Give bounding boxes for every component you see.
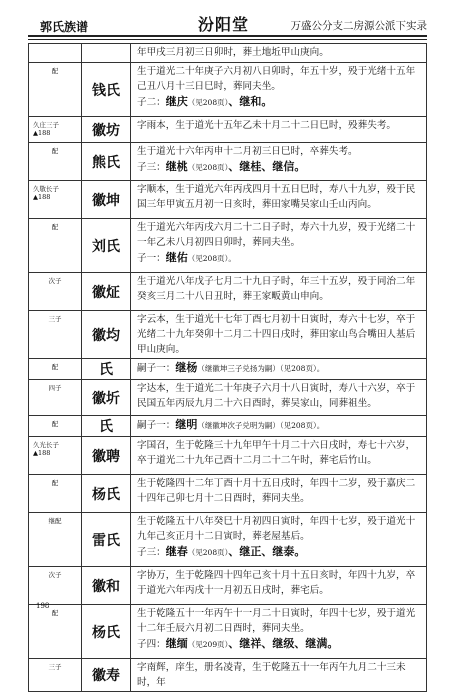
biography-cell — [131, 273, 427, 311]
relation-label: 三子 — [48, 663, 62, 671]
person-name: 徽均 — [82, 311, 131, 359]
relation-cell — [29, 219, 82, 273]
children-prefix: 子二： — [137, 97, 166, 108]
person-name: 徽炡 — [82, 273, 131, 311]
child-name: 继缅 — [165, 637, 188, 650]
book-title: 郭氏族谱 — [40, 20, 89, 34]
children-prefix: 子三： — [137, 162, 166, 173]
relation-label: 次子 — [48, 571, 62, 579]
relation-cell — [29, 659, 82, 692]
relation-cell — [29, 44, 82, 63]
other-children: 、继和。 — [228, 95, 273, 108]
relation-label: 久光长子 — [33, 441, 59, 449]
biography-cell — [131, 44, 427, 63]
relation-cell — [29, 475, 82, 513]
relation-cell — [29, 359, 82, 380]
relation-label: 次子 — [48, 277, 62, 285]
biography-cell — [131, 475, 427, 513]
page-number: 198 — [36, 602, 50, 610]
biography-text: 字顺本，生于道光六年丙戌四月十五日巳时，寿八十九岁，殁于民国三年甲寅五月初一日亥时，葬田家嘴吴家山壬山丙向。 — [137, 184, 416, 210]
other-children: 、继祥、继级、继满。 — [228, 637, 339, 650]
biography-text: 生于道光八年戊子七月二十九日子时，年三十五岁，殁于同治二年癸亥三月二十八日丑时，葬王家畈黄山申向。 — [137, 276, 416, 302]
biography-text: 生于乾隆五十八年癸巳十月初四日寅时，年四十七岁，殁于道光十九年己亥正月十二日寅时，葬老屋基后。 — [137, 516, 416, 542]
header-rule-thick — [28, 35, 427, 37]
person-name: 徽圻 — [82, 380, 131, 416]
relation-cell — [29, 181, 82, 219]
biography-cell — [131, 380, 427, 416]
children-prefix: 子四： — [137, 639, 166, 650]
child-name: 继春 — [165, 545, 188, 558]
page-reference: （见208页）。 — [187, 254, 236, 263]
person-name: 刘氏 — [82, 219, 131, 273]
relation-cell — [29, 380, 82, 416]
relation-cell — [29, 63, 82, 117]
biography-cell — [131, 513, 427, 567]
person-name: 徽聘 — [82, 437, 131, 475]
heir-label: 嗣子一： — [137, 420, 176, 431]
biography-cell — [131, 117, 427, 143]
header-rule-thin — [28, 39, 427, 40]
relation-cell — [29, 273, 82, 311]
table-row — [29, 513, 427, 567]
page-reference: ▲188 — [33, 193, 51, 201]
relation-cell — [29, 513, 82, 567]
relation-cell — [29, 567, 82, 605]
child-name: 继桃 — [165, 160, 188, 173]
table-row — [29, 416, 427, 437]
relation-label: 久庄三子 — [33, 121, 59, 129]
person-name: 氏 — [82, 416, 131, 437]
relation-label: 配 — [51, 420, 59, 428]
table-row — [29, 567, 427, 605]
children-line — [137, 636, 422, 652]
biography-text: 字雨本，生于道光十五年乙未十月二十二日巳时，殁葬失考。 — [137, 120, 397, 131]
hall-name: 汾阳堂 — [198, 15, 250, 34]
relation-label: 配 — [51, 67, 59, 75]
person-name: 杨氏 — [82, 605, 131, 659]
genealogy-table — [28, 43, 427, 692]
person-name: 杨氏 — [82, 475, 131, 513]
biography-cell — [131, 416, 427, 437]
relation-label: 配 — [51, 609, 59, 617]
biography-cell — [131, 605, 427, 659]
biography-cell — [131, 659, 427, 692]
relation-cell — [29, 143, 82, 181]
children-prefix: 子三： — [137, 547, 166, 558]
table-row — [29, 437, 427, 475]
table-row — [29, 44, 427, 63]
children-prefix: 子一： — [137, 253, 166, 264]
relation-label: 配 — [51, 479, 59, 487]
relation-cell — [29, 605, 82, 659]
page-reference: （见209页） — [187, 640, 229, 649]
biography-text: 字协万，生于乾隆四十四年己亥十月十五日亥时，年四十九岁，卒于道光六年丙戌十一月初五日戌时，葬宅后。 — [137, 570, 416, 596]
table-row — [29, 380, 427, 416]
person-name: 徽坊 — [82, 117, 131, 143]
table-row — [29, 63, 427, 117]
biography-cell — [131, 359, 427, 380]
relation-label: 配 — [51, 363, 59, 371]
biography-cell — [131, 219, 427, 273]
biography-cell — [131, 143, 427, 181]
table-row — [29, 117, 427, 143]
biography-cell — [131, 437, 427, 475]
biography-cell — [131, 63, 427, 117]
person-name: 钱氏 — [82, 63, 131, 117]
biography-cell — [131, 181, 427, 219]
heir-note: （继徽坤三子兑扬为嗣）（见208页）。 — [197, 364, 325, 373]
heir-name: 继明 — [175, 418, 198, 431]
biography-text: 年甲戌三月初三日卯时，葬土地坵甲山庚向。 — [137, 47, 329, 58]
biography-text: 生于道光二十年庚子六月初八日卯时，年五十岁，殁于光绪十五年己丑八月十三日巳时，葬同夫坐。 — [137, 66, 416, 92]
section-title: 万盛公分支二房源公派下实录 — [290, 20, 427, 32]
other-children: 、继桂、继信。 — [228, 160, 306, 173]
relation-label: 配 — [51, 223, 59, 231]
relation-cell — [29, 117, 82, 143]
child-name: 继佑 — [165, 251, 188, 264]
biography-text: 字南辉，庠生，册名凌青，生于乾隆五十一年丙午九月二十三未时，年 — [137, 662, 406, 688]
person-name: 徽坤 — [82, 181, 131, 219]
table-row — [29, 605, 427, 659]
person-name: 徽寿 — [82, 659, 131, 692]
relation-label: 三子 — [48, 315, 62, 323]
biography-text: 生于道光六年丙戌六月二十二日子时，寿六十九岁，殁于光绪二十一年乙未八月初四日卯时，葬同夫坐。 — [137, 222, 416, 248]
relation-label: 配 — [51, 147, 59, 155]
table-row — [29, 659, 427, 692]
children-line — [137, 159, 422, 175]
biography-text: 生于乾隆四十二年丁酉十月十五日戌时，年四十二岁，殁于嘉庆二十四年己卯七月十二日酉时，葬同夫坐。 — [137, 478, 416, 504]
table-row — [29, 311, 427, 359]
person-name — [82, 44, 131, 63]
biography-cell — [131, 311, 427, 359]
heir-name: 继杨 — [175, 361, 198, 374]
table-row — [29, 143, 427, 181]
biography-text: 字云本，生于道光十七年丁酉七月初十日寅时，寿六十七岁，卒于光绪二十九年癸卯十二月二十四日戌时，葬田家山鸟合嘴田人基后甲山庚向。 — [137, 314, 416, 355]
biography-text: 字国召，生于乾隆三十九年甲午十月二十六日戌时，寿七十六岁，卒于道光二十九年己酉十二月二十二午时，葬宅后竹山。 — [137, 440, 416, 466]
children-line — [137, 250, 422, 266]
page-header — [28, 10, 427, 36]
relation-label: 久敬长子 — [33, 185, 59, 193]
biography-text: 字达本，生于道光二十年庚子六月十八日寅时，寿八十六岁，卒于民国五年丙辰九月二十六日酉时，葬吴家山，同葬祖坐。 — [137, 383, 416, 409]
table-row — [29, 273, 427, 311]
relation-cell — [29, 311, 82, 359]
table-row — [29, 219, 427, 273]
relation-cell — [29, 437, 82, 475]
table-row — [29, 181, 427, 219]
page-reference: （见208页） — [187, 98, 229, 107]
heir-note: （继徽坤次子兑明为嗣）（见208页）。 — [197, 421, 325, 430]
page-reference: （见208页） — [187, 163, 229, 172]
page-reference: （见208页） — [187, 548, 229, 557]
biography-text: 生于乾隆五十一年丙午十一月二十日寅时，年四十七岁，殁于道光十二年壬辰六月初二日酉时，葬同夫坐。 — [137, 608, 416, 634]
biography-text: 生于道光十六年丙申十二月初三日巳时，卒葬失考。 — [137, 146, 358, 157]
person-name: 熊氏 — [82, 143, 131, 181]
page-reference: ▲188 — [33, 449, 51, 457]
relation-label: 四子 — [48, 384, 62, 392]
table-row — [29, 475, 427, 513]
person-name: 氏 — [82, 359, 131, 380]
children-line — [137, 94, 422, 110]
table-row — [29, 359, 427, 380]
relation-cell — [29, 416, 82, 437]
relation-label: 继配 — [48, 517, 62, 525]
page-reference: ▲188 — [33, 129, 51, 137]
other-children: 、继正、继泰。 — [228, 545, 306, 558]
biography-cell — [131, 567, 427, 605]
child-name: 继庆 — [165, 95, 188, 108]
person-name: 徽和 — [82, 567, 131, 605]
person-name: 雷氏 — [82, 513, 131, 567]
heir-label: 嗣子一： — [137, 363, 176, 374]
children-line — [137, 544, 422, 560]
